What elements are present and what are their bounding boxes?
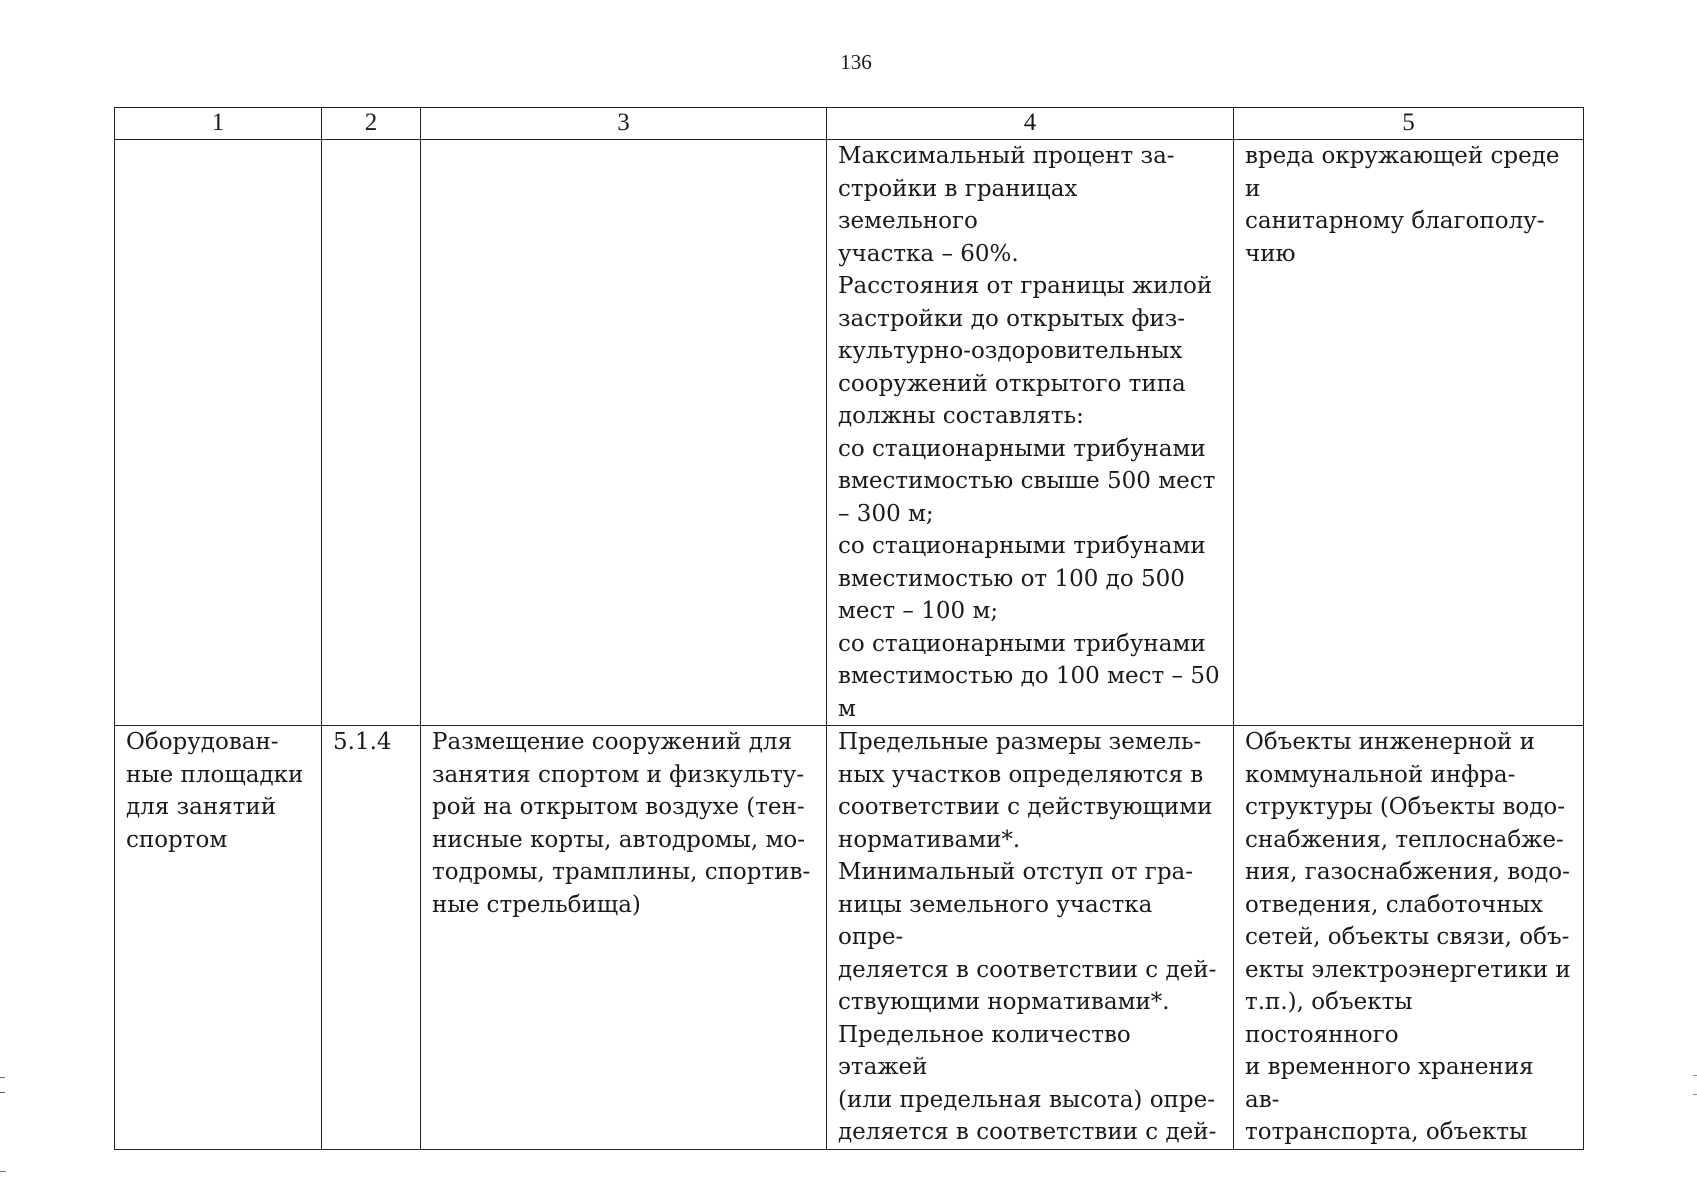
table-cell-parameters [827, 726, 1234, 1150]
table-cell-code [322, 140, 421, 726]
scan-edge-mark [0, 1171, 6, 1172]
table-cell-restrictions [1234, 140, 1584, 726]
table-header-row [115, 108, 1584, 140]
table-cell-description [421, 140, 827, 726]
table-cell-parameters [827, 140, 1234, 726]
table-row [115, 140, 1584, 726]
cell-text: Размещение сооружений для занятия спортом и физкульту- рой на открытом воздухе (тен- нисные корты, автодромы, мо- тодромы, трамплины, спортив- ные стрельбища) [432, 729, 811, 918]
column-header-2: 2 [322, 108, 421, 140]
column-header-1: 1 [115, 108, 322, 140]
cell-text: вреда окружающей среде и санитарному благополу- чию [1245, 143, 1560, 267]
column-header-5: 5 [1234, 108, 1584, 140]
cell-text: 5.1.4 [333, 729, 392, 755]
regulations-table [114, 107, 1584, 1150]
table-row [115, 726, 1584, 1150]
page-number: 136 [840, 50, 872, 74]
scan-edge-mark [1693, 1075, 1697, 1095]
cell-text: Объекты инженерной и коммунальной инфра- структуры (Объекты водо- снабжения, теплоснабже- ния, газоснабжения, водо- отведения, слаботочных сетей, объекты связи, объ- екты электроэнергетики и т.п.), объекты постоянного и временного хранения ав- тотранспорта, объекты [1245, 729, 1571, 1145]
table-cell-description [421, 726, 827, 1150]
cell-text: Оборудован- ные площадки для занятий спортом [126, 729, 304, 853]
table-cell-restrictions [1234, 726, 1584, 1150]
scan-edge-mark [0, 1077, 5, 1093]
cell-text: Предельные размеры земель- ных участков определяются в соответствии с действующими нормативами*. Минимальный отступ от гра- ницы земельного участка опре- деляется в соответствии с дей- ствующими нормативами*. Предельное количество этажей (или предельная высота) опре- деляется в соответствии с дей- [838, 729, 1217, 1145]
table-cell-use-type [115, 726, 322, 1150]
table-cell-code [322, 726, 421, 1150]
cell-text: Максимальный процент за- стройки в границах земельного участка – 60%. Расстояния от границы жилой застройки до открытых физ- культурно-оздоровительных сооружений открытого типа должны составлять: со стационарными трибунами вместимостью свыше 500 мест – 300 м; со стационарными трибунами вместимостью от 100 до 500 мест – 100 м; со стационарными трибунами вместимостью до 100 мест – 50 м [838, 143, 1220, 722]
column-header-3: 3 [421, 108, 827, 140]
table-cell-use-type [115, 140, 322, 726]
column-header-4: 4 [827, 108, 1234, 140]
